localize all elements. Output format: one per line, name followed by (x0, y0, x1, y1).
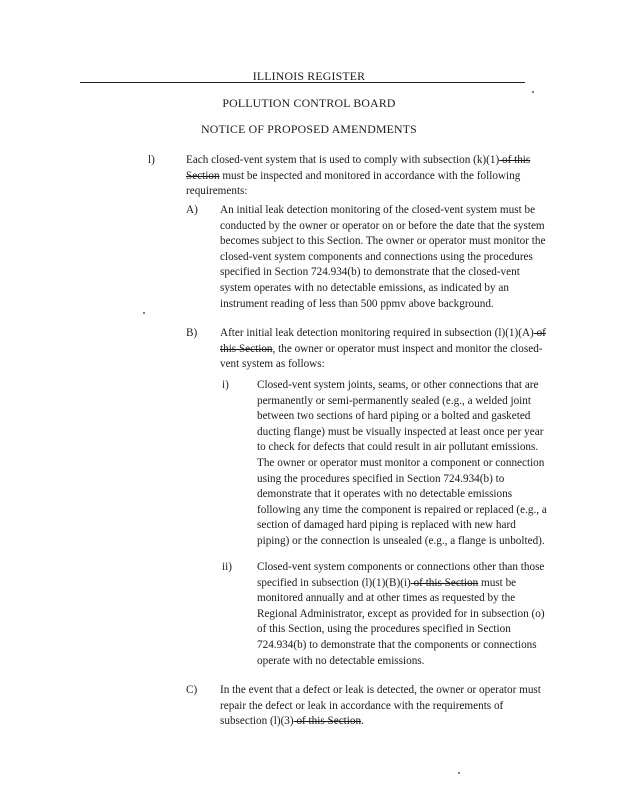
item-C-struck-text: of this Section (293, 715, 362, 728)
item-l-text-a: Each closed-vent system that is used to comply with subsection (k)(1) (186, 154, 500, 166)
item-l-label: l) (148, 154, 155, 166)
item-B-label: B) (186, 327, 198, 339)
item-A-label: A) (186, 204, 198, 216)
item-l-text-b: must be inspected and monitored in accordance with the following requirements: (186, 169, 521, 198)
item-A-paragraph (220, 203, 546, 312)
item-ii-label: ii) (222, 561, 232, 573)
item-C-text-b: . (361, 715, 364, 728)
item-i-text: Closed-vent system joints, seams, or other connections that are permanently or semi-permanently sealed (e.g., a welded joint between two sections of hard piping or a bolted and gasketed ducting flange) must be visually inspected at least once per year to check for defects that could result in air pollutant emissions. The owner or operator must monitor a component or connection using the procedures specified in Section 724.934(b) to demonstrate that it operates with no detectable emissions following any time the component is repaired or replaced (e.g., a section of damaged hard piping is replaced with new hard piping) or the connection is unsealed (e.g., a flange is unbolted). (257, 379, 547, 547)
item-i-label: i) (222, 379, 229, 391)
scan-speck (143, 312, 145, 314)
scan-speck (458, 772, 460, 774)
item-B-text-a: After initial leak detection monitoring required in subsection (l)(1)(A) (220, 327, 534, 339)
notice-title: NOTICE OF PROPOSED AMENDMENTS (201, 122, 417, 136)
item-B-text-b: , the owner or operator must inspect and monitor the closed-vent system as follows: (220, 342, 543, 371)
scan-speck (532, 91, 534, 93)
item-i-paragraph (257, 378, 547, 550)
item-B-struck-text: of this Section (220, 327, 546, 355)
item-ii-text-b: must be monitored annually and at other times as requested by the Regional Administrator, except as provided for in subsection (o) of this Section, using the procedures specified in Section 724.934(b) to demonstrate that the components or connections operate with no detectable emissions. (257, 576, 545, 667)
item-C-label: C) (186, 684, 198, 696)
item-ii-struck-text: of this Section (410, 576, 479, 589)
item-A-text: An initial leak detection monitoring of the closed-vent system must be conducted by the owner or operator on or before the date that the system becomes subject to this Section. The owner or operator must monitor the closed-vent system components and connections using the procedures specified in Section 724.934(b) to demonstrate that the closed-vent system operates with no detectable emissions, as indicated by an instrument reading of less than 500 ppmv above background. (220, 204, 546, 310)
item-B-paragraph (220, 326, 546, 373)
item-ii-paragraph (257, 560, 547, 669)
board-title: POLLUTION CONTROL BOARD (222, 96, 396, 110)
item-C-paragraph (220, 683, 546, 730)
item-l-struck-text: of this Section (186, 154, 531, 182)
item-ii-text-a: Closed-vent system components or connections other than those specified in subsection (l)(1)(B)(i) (257, 561, 545, 589)
register-title: ILLINOIS REGISTER (252, 69, 366, 83)
item-l-paragraph (186, 153, 542, 200)
item-C-text-a: In the event that a defect or leak is detected, the owner or operator must repair the defect or leak in accordance with the requirements of subsection (l)(3) (220, 684, 541, 728)
